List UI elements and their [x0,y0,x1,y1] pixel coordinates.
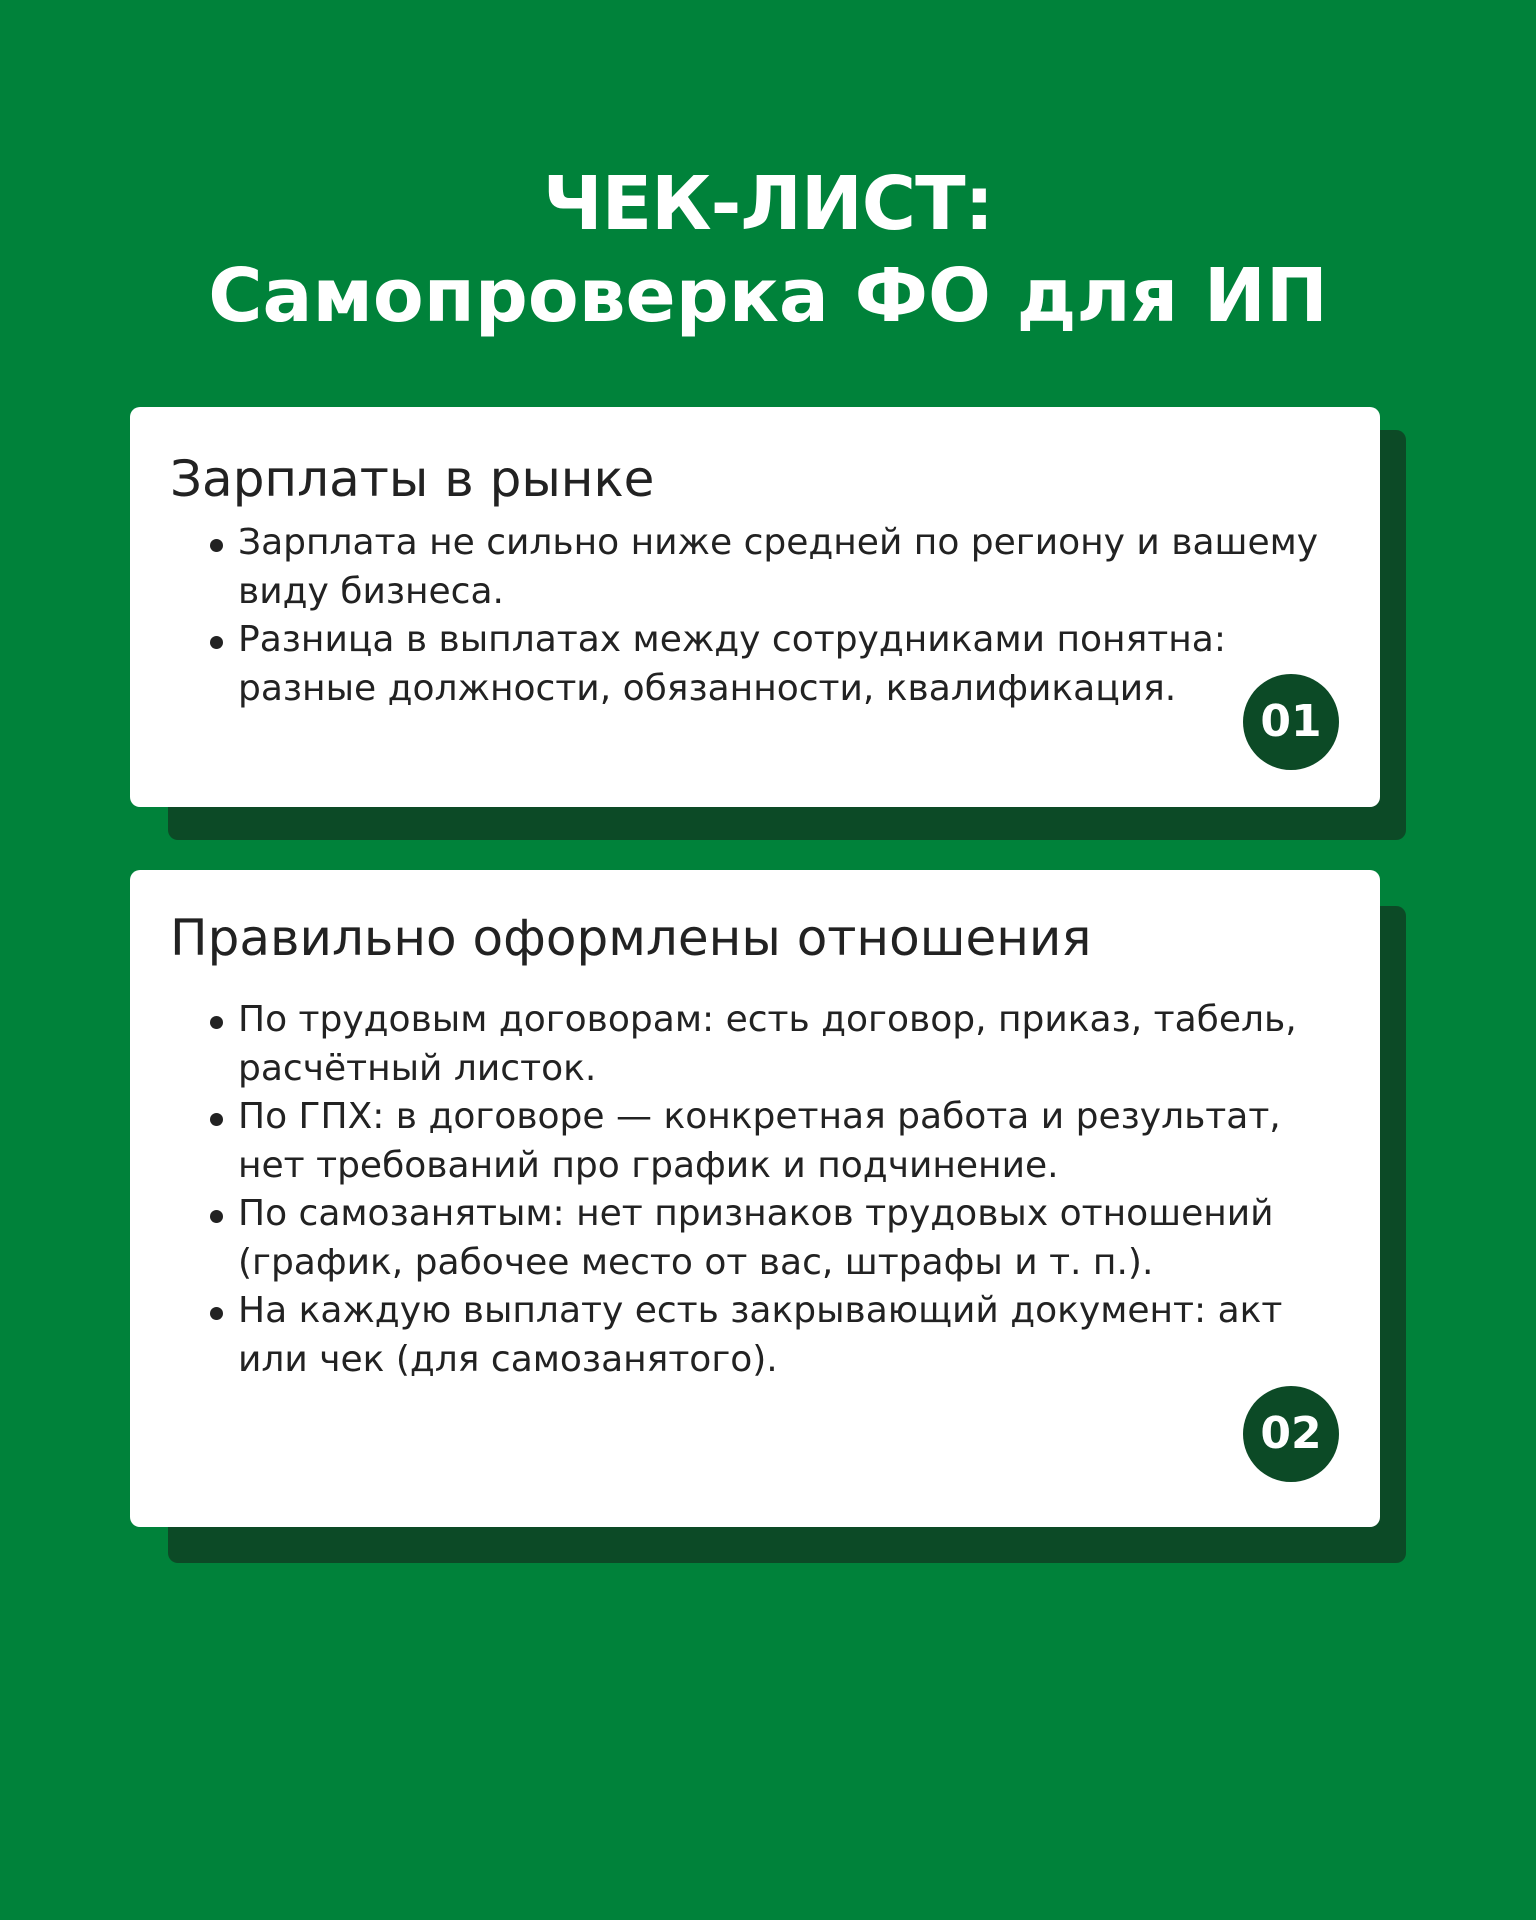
list-item [170,1093,1340,1190]
list-item [170,1190,1340,1287]
checklist-card-salaries [130,407,1380,807]
card-item-list [170,519,1340,713]
bullet-icon [210,1307,223,1320]
list-item [170,1287,1340,1384]
title-line-2: Самопроверка ФО для ИП [208,253,1328,339]
list-item [170,519,1340,616]
checklist-card-relations [130,870,1380,1527]
card-heading: Зарплаты в рынке [170,450,655,508]
list-item-text: По ГПХ: в договоре — конкретная работа и результат, нет требований про график и подчинение. [238,1096,1281,1186]
card-item-list [170,996,1340,1384]
list-item-text: По самозанятым: нет признаков трудовых отношений (график, рабочее место от вас, штрафы и т. п.). [238,1193,1274,1283]
list-item [170,996,1340,1093]
bullet-icon [210,636,223,649]
list-item-text: Зарплата не сильно ниже средней по региону и вашему виду бизнеса. [238,522,1319,612]
bullet-icon [210,1016,223,1029]
bullet-icon [210,1113,223,1126]
title-line-1: ЧЕК-ЛИСТ: [542,161,994,247]
number-badge: 01 [1243,674,1339,770]
list-item-text: Разница в выплатах между сотрудниками понятна: разные должности, обязанности, квалификация. [238,619,1226,709]
card-heading: Правильно оформлены отношения [170,909,1092,967]
number-badge: 02 [1243,1386,1339,1482]
list-item-text: По трудовым договорам: есть договор, приказ, табель, расчётный листок. [238,999,1297,1089]
list-item-text: На каждую выплату есть закрывающий документ: акт или чек (для самозанятого). [238,1290,1283,1380]
bullet-icon [210,1210,223,1223]
page-title [0,158,1536,342]
bullet-icon [210,539,223,552]
list-item [170,616,1340,713]
